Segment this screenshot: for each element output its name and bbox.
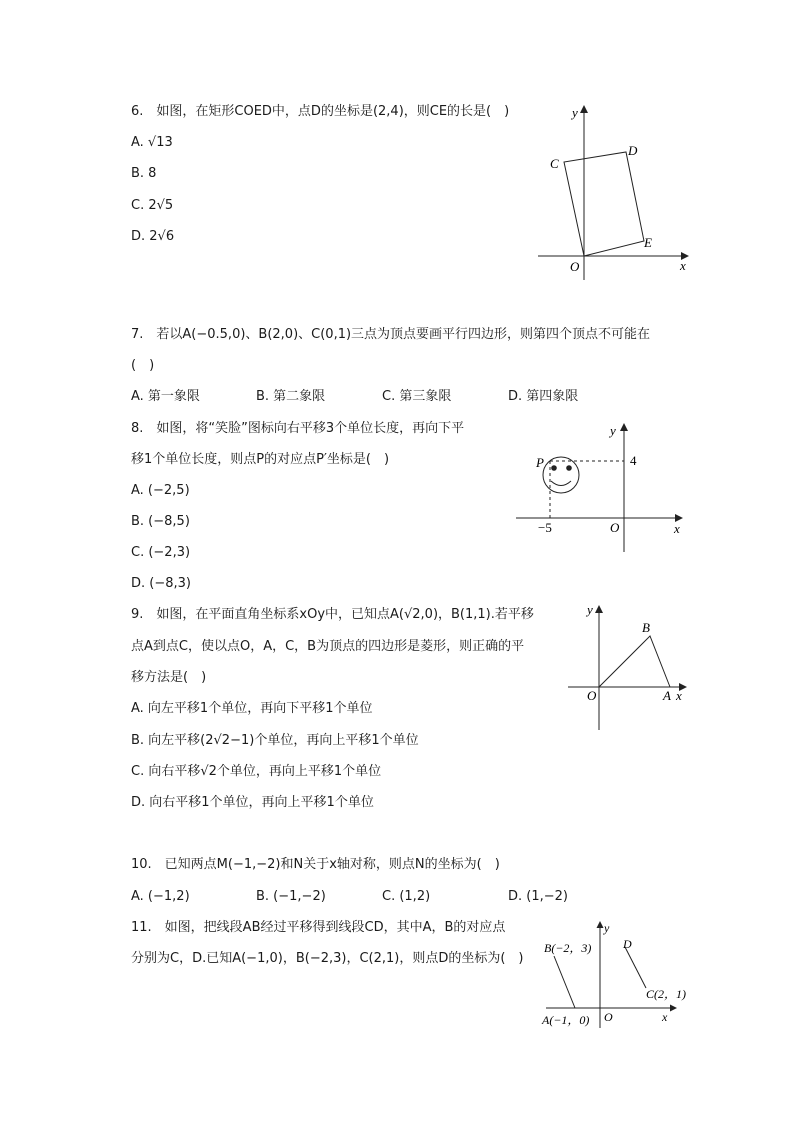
- q9-stem-cont: 点A到点C，使以点O，A，C，B为顶点的四边形是菱形，则正确的平: [131, 639, 525, 654]
- q7-option-b: B. 第二象限: [256, 389, 326, 404]
- label-b: B: [642, 620, 650, 635]
- smiley-mouth: [551, 481, 571, 486]
- q6-figure: [528, 100, 698, 285]
- q9-stem: 9. 如图，在平面直角坐标系xOy中，已知点A(√2,0)，B(1,1).若平移: [131, 607, 534, 622]
- tick-label-y: 4: [630, 453, 637, 468]
- segment-cd: [625, 947, 646, 988]
- q10-option-d: D. (1,−2): [508, 889, 568, 904]
- segment-ab: [554, 956, 575, 1008]
- triangle-oba: [599, 636, 670, 687]
- label-c: C(2，1): [646, 987, 686, 1001]
- label-y: y: [587, 602, 593, 617]
- label-x: x: [674, 521, 680, 536]
- q10-option-b: B. (−1,−2): [256, 889, 326, 904]
- label-x: x: [662, 1010, 668, 1024]
- label-o: O: [604, 1010, 613, 1024]
- q11-stem-cont: 分别为C，D.已知A(−1,0)，B(−2,3)，C(2,1)，则点D的坐标为( ): [131, 951, 524, 966]
- smiley-right-eye: [566, 465, 572, 471]
- q6-option-d: D. 2√6: [131, 229, 175, 244]
- smiley-face: [543, 457, 579, 493]
- label-d: D: [623, 937, 632, 951]
- q7-option-a: A. 第一象限: [131, 389, 200, 404]
- q10-option-c: C. (1,2): [382, 889, 431, 904]
- label-y: y: [610, 423, 616, 438]
- label-o: O: [570, 259, 580, 274]
- tick-label-x: −5: [538, 520, 552, 535]
- label-y: y: [604, 921, 610, 935]
- q10-stem: 10. 已知两点M(−1,−2)和N关于x轴对称，则点N的坐标为( ): [131, 857, 500, 872]
- label-o: O: [587, 688, 597, 703]
- label-d: D: [628, 143, 638, 158]
- label-c: C: [550, 156, 559, 171]
- smiley-left-eye: [551, 465, 557, 471]
- q9-stem-cont2: 移方法是( ): [131, 670, 207, 685]
- q6-option-c: C. 2√5: [131, 198, 174, 213]
- q7-stem-cont: ( ): [131, 358, 155, 373]
- q9-option-d: D. 向右平移1个单位，再向上平移1个单位: [131, 795, 374, 810]
- q6-option-a: A. √13: [131, 135, 173, 150]
- q6-stem: 6. 如图，在矩形COED中，点D的坐标是(2,4)，则CE的长是( ): [131, 104, 510, 119]
- label-a: A: [663, 688, 671, 703]
- q9-option-a: A. 向左平移1个单位，再向下平移1个单位: [131, 701, 373, 716]
- label-x: x: [676, 688, 682, 703]
- q8-stem-cont: 移1个单位长度，则点P的对应点P′坐标是( ): [131, 452, 390, 467]
- q8-option-a: A. (−2,5): [131, 483, 190, 498]
- q8-option-c: C. (−2,3): [131, 545, 191, 560]
- q6-option-b: B. 8: [131, 166, 157, 181]
- q9-figure: [564, 600, 694, 735]
- q8-figure: [510, 418, 690, 558]
- label-p: P: [536, 455, 544, 470]
- q11-stem: 11. 如图，把线段AB经过平移得到线段CD，其中A，B的对应点: [131, 920, 506, 935]
- q7-option-c: C. 第三象限: [382, 389, 452, 404]
- label-a: A(−1，0): [542, 1013, 590, 1027]
- q11-figure: [538, 918, 694, 1030]
- label-x: x: [680, 258, 686, 273]
- label-y: y: [572, 105, 578, 120]
- q8-option-b: B. (−8,5): [131, 514, 190, 529]
- q8-stem: 8. 如图，将“笑脸”图标向右平移3个单位长度，再向下平: [131, 421, 465, 436]
- q9-option-b: B. 向左平移(2√2−1)个单位，再向上平移1个单位: [131, 733, 419, 748]
- q8-option-d: D. (−8,3): [131, 576, 191, 591]
- q7-option-d: D. 第四象限: [508, 389, 579, 404]
- label-b: B(−2，3): [544, 941, 592, 955]
- q10-option-a: A. (−1,2): [131, 889, 190, 904]
- label-e: E: [644, 235, 652, 250]
- rectangle-coed: [564, 152, 644, 256]
- label-o: O: [610, 520, 620, 535]
- q9-option-c: C. 向右平移√2个单位，再向上平移1个单位: [131, 764, 382, 779]
- q7-stem: 7. 若以A(−0.5,0)、B(2,0)、C(0,1)三点为顶点要画平行四边形，则第四个顶点不可能在: [131, 327, 651, 342]
